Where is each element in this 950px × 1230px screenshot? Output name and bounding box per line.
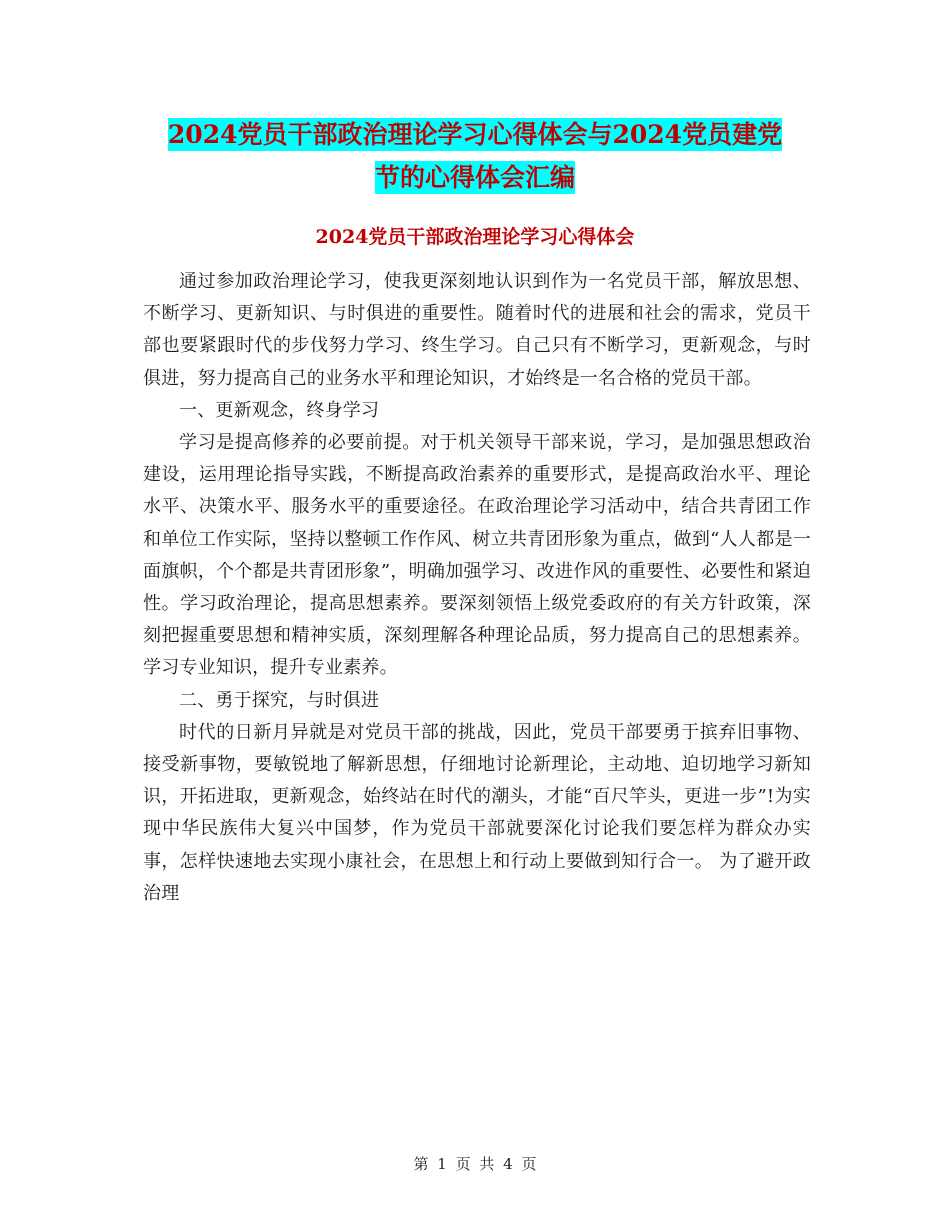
paragraph-learning: 学习是提高修养的必要前提。对于机关领导干部来说，学习，是加强思想政治建设，运用理论指导实践，不断提高政治素养的重要形式，是提高政治水平、理论水平、决策水平、服务水平的重要途径。在政治理论学习活动中，结合共青团工作和单位工作实际，坚持以整顿工作作风、树立共青团形象为重点，做到“人人都是一面旗帜，个个都是共青团形象”，明确加强学习、改进作风的重要性、必要性和紧迫性。学习政治理论，提高思想素养。要深刻领悟上级党委政府的有关方针政策，深刻把握重要思想和精神实质，深刻理解各种理论品质，努力提高自己的思想素养。学习专业知识，提升专业素养。 [143,432,811,679]
document-title [140,113,810,199]
heading-update-concepts: 一、更新观念，终身学习 [179,399,380,421]
title-line-1: 2024党员干部政治理论学习心得体会与2024党员建党 [167,120,783,149]
title-line-2: 节的心得体会汇编 [374,163,575,192]
section-title: 2024党员干部政治理论学习心得体会 [315,226,635,248]
body-text [143,266,811,910]
heading-explore: 二、勇于探究，与时俱进 [179,689,380,711]
paragraph-intro: 通过参加政治理论学习，使我更深刻地认识到作为一名党员干部，解放思想、不断学习、更新知识、与时俱进的重要性。随着时代的进展和社会的需求，党员干部也要紧跟时代的步伐努力学习、终生学习。自己只有不断学习，更新观念，与时俱进，努力提高自己的业务水平和理论知识，才始终是一名合格的党员干部。 [143,271,811,389]
page-footer: 第 1 页 共 4 页 [413,1155,537,1173]
paragraph-times: 时代的日新月异就是对党员干部的挑战，因此，党员干部要勇于摈弃旧事物、接受新事物，要敏锐地了解新思想，仔细地讨论新理论，主动地、迫切地学习新知识，开拓进取，更新观念，始终站在时代的潮头，才能“百尺竿头，更进一步”!为实现中华民族伟大复兴中国梦，作为党员干部就要深化讨论我们要怎样为群众办实事，怎样快速地去实现小康社会，在思想上和行动上要做到知行合一。 为了避开政治理 [143,721,811,904]
